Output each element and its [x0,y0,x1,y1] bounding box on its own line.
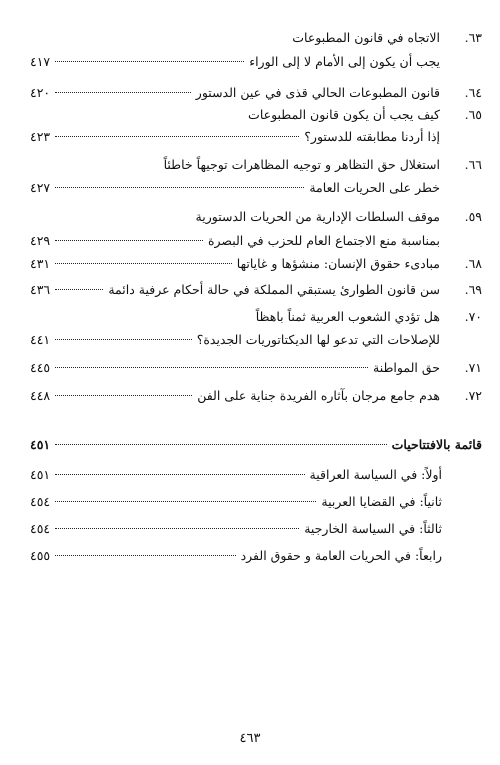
section-title: قائمة بالافتتاحيات [391,437,482,452]
entry-title-line1: موقف السلطات الإدارية من الحريات الدستورية [195,209,440,224]
subsection-label: أولاً: في السياسة العراقية [309,467,442,482]
section-page: ٤٥١ [30,437,51,452]
entry-title-line1: الاتجاه في قانون المطبوعات [292,30,440,45]
dot-leader [55,528,299,529]
entry-title-line2: سن قانون الطوارئ يستبقي المملكة في حالة أحكام عرفية دائمة [108,282,440,297]
dot-leader [55,339,192,340]
entry-title-line2: قانون المطبوعات الحالي قذى في عين الدستور [195,85,440,100]
entry-number: ٦٨. [464,256,482,271]
entry-number: ٦٣. [464,30,482,45]
dot-leader [55,92,191,93]
entry-title-line2: خطر على الحريات العامة [309,180,440,195]
dot-leader [55,187,304,188]
entry-number: ٧٠. [464,309,482,324]
entry-title-line2: بمناسبة منع الاجتماع العام للحزب في البصرة [207,233,440,248]
entry-page: ٤٢٣ [30,129,51,144]
dot-leader [55,240,203,241]
entry-page: ٤٣١ [30,256,51,271]
subsection-page: ٤٥٥ [30,548,51,563]
entry-title-line2: مبادىء حقوق الإنسان: منشؤها و غاياتها [236,256,440,271]
dot-leader [55,61,244,62]
entry-number: ٥٩. [464,209,482,224]
dot-leader [55,474,304,475]
entry-title-line2: هدم جامع مرجان بآثاره الفريدة جناية على الفن [197,388,440,403]
entry-title-line1: استغلال حق التظاهر و توجيه المظاهرات توجيهاً خاطئاً [163,157,440,172]
dot-leader [55,263,232,264]
subsection-label: ثانياً: في القضايا العربية [321,494,442,509]
entry-title-line2: حق المواطنة [373,360,440,375]
entry-page: ٤٢٧ [30,180,51,195]
dot-leader [55,395,192,396]
entry-page: ٤٤١ [30,332,51,347]
dot-leader [55,501,316,502]
entry-number: ٧٢. [464,388,482,403]
entry-number: ٧١. [464,360,482,375]
page-number: ٤٦٣ [239,731,261,746]
entry-number: ٦٦. [464,157,482,172]
entry-page: ٤٤٥ [30,360,51,375]
entry-page: ٤١٧ [30,54,51,69]
dot-leader [55,367,368,368]
entry-number: ٦٩. [464,282,482,297]
subsection-page: ٤٥٤ [30,521,51,536]
entry-page: ٤٤٨ [30,388,51,403]
subsection-label: رابعاً: في الحريات العامة و حقوق الفرد [240,548,442,563]
entry-title-line1: هل تؤدي الشعوب العربية ثمناً باهظاً [255,309,440,324]
entry-title-line2: يجب أن يكون إلى الأمام لا إلى الوراء [249,54,440,69]
entry-page: ٤٢٠ [30,85,51,100]
subsection-label: ثالثاً: في السياسة الخارجية [304,521,442,536]
dot-leader [55,444,386,445]
entry-page: ٤٢٩ [30,233,51,248]
dot-leader [55,555,235,556]
entry-number: ٦٤. [464,85,482,100]
entry-title-line2: للإصلاحات التي تدعو لها الديكتاتوريات الجديدة؟ [196,332,440,347]
dot-leader [55,289,103,290]
subsection-page: ٤٥٤ [30,494,51,509]
entry-page: ٤٣٦ [30,282,51,297]
entry-title-line2: إذا أردنا مطابقته للدستور؟ [304,129,440,144]
entry-number: ٦٥. [464,107,482,122]
entry-title-line1: كيف يجب أن يكون قانون المطبوعات [248,107,440,122]
dot-leader [55,136,299,137]
subsection-page: ٤٥١ [30,467,51,482]
